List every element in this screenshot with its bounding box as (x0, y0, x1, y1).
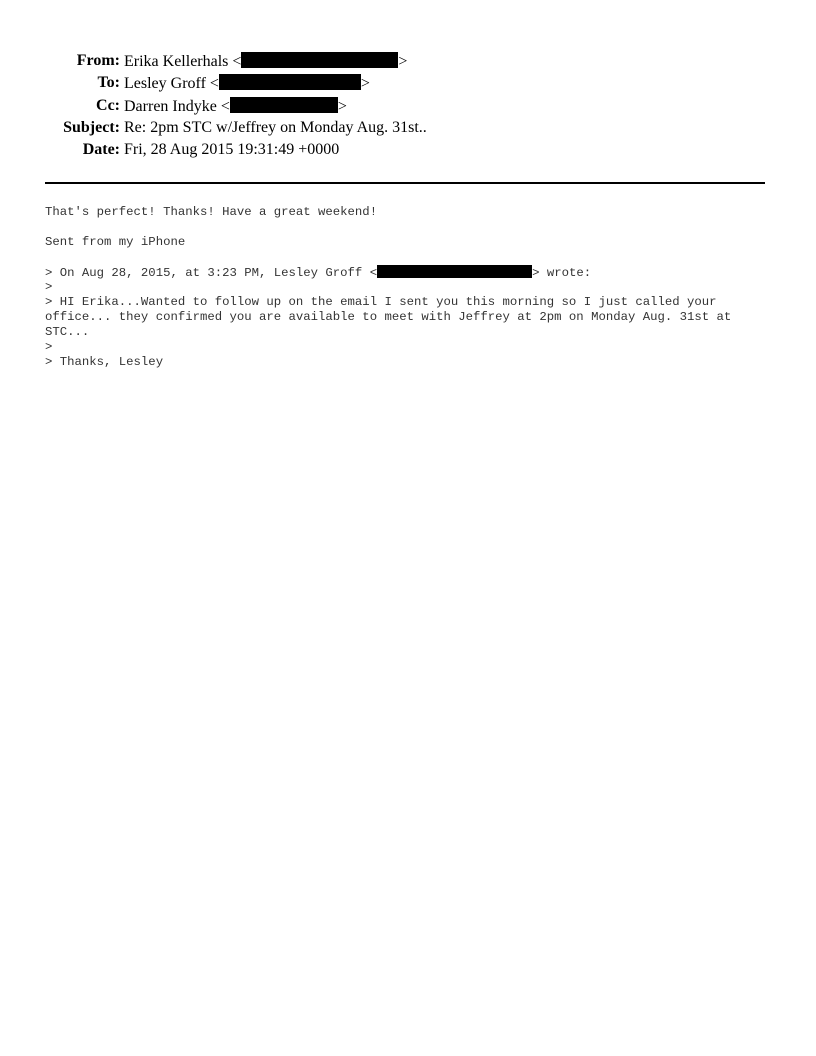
from-bracket: > (398, 53, 408, 70)
to-label: To: (97, 74, 120, 92)
redaction-box (219, 74, 361, 90)
quote-line: > (45, 280, 53, 294)
redaction-box (241, 52, 398, 68)
body-line: Sent from my iPhone (45, 235, 186, 249)
cc-name: Darren Indyke < (124, 97, 230, 115)
date-label: Date: (82, 141, 120, 159)
from-value (124, 52, 407, 71)
email-body (45, 205, 775, 370)
quote-line: > (45, 340, 53, 354)
header-divider (45, 182, 765, 184)
subject-label: Subject: (63, 118, 120, 136)
cc-value (124, 97, 347, 116)
quote-intro-text: > On Aug 28, 2015, at 3:23 PM, Lesley Groff < (45, 266, 378, 280)
quote-message: > HI Erika...Wanted to follow up on the email I sent you this morning so I just called your office... they confirmed you are available to meet with Jeffrey at 2pm on Monday Aug. 31st at STC... (45, 295, 732, 339)
quote-intro (45, 265, 775, 280)
from-label: From: (76, 52, 120, 69)
blank-line (45, 250, 775, 265)
cc-bracket: > (337, 97, 347, 115)
redaction-box (377, 265, 532, 278)
to-name: Lesley Groff < (124, 75, 219, 93)
blank-line (45, 220, 775, 235)
quote-intro-tail: > wrote: (532, 266, 592, 280)
date-value: Fri, 28 Aug 2015 19:31:49 +0000 (124, 141, 340, 159)
from-name: Erika Kellerhals < (124, 53, 242, 70)
to-value (124, 74, 370, 93)
redaction-box (230, 97, 338, 113)
body-line: That's perfect! Thanks! Have a great weekend! (45, 205, 378, 219)
subject-value: Re: 2pm STC w/Jeffrey on Monday Aug. 31st.. (124, 118, 427, 136)
cc-label: Cc: (96, 96, 120, 114)
to-bracket: > (360, 75, 370, 93)
quote-signoff: > Thanks, Lesley (45, 355, 164, 369)
